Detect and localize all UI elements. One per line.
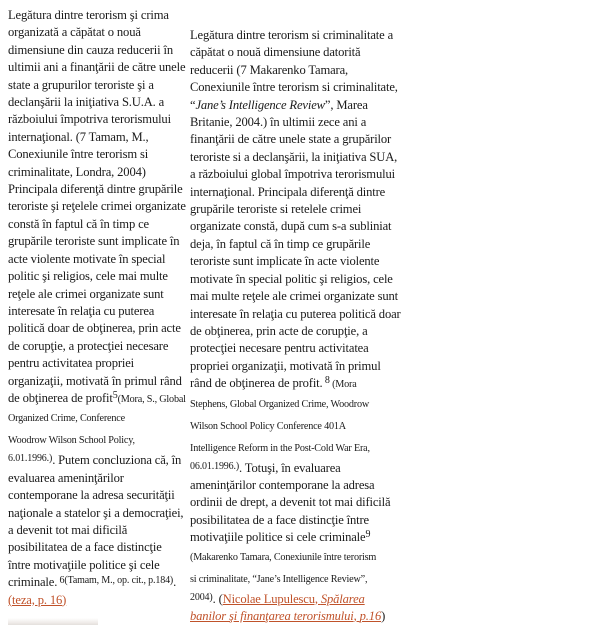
right-para1-text-a: Legătura dintre terorism si criminalitate a căpătat o nouă dimensiune datorită reducerii (7 Makarenko Tamara, Conexiunile între terorism si criminalitate, bbox=[190, 28, 398, 95]
footnote-8-marker: 8 bbox=[322, 375, 333, 387]
footnote-8-end: 06.01.1996.) bbox=[190, 460, 240, 472]
left-column-original-text bbox=[8, 7, 186, 609]
left-paragraph bbox=[8, 7, 186, 609]
close-quote: ” bbox=[324, 97, 331, 112]
source-open-paren: ( bbox=[218, 591, 223, 606]
source-link-sep: , bbox=[353, 608, 360, 623]
footnote-9-end: 2004) bbox=[190, 591, 213, 603]
source-link-teza[interactable]: (teza, p. 16) bbox=[8, 592, 67, 607]
footnote-5-line2: Organized Crime, Conference bbox=[8, 413, 125, 425]
footnote-5-line3: Woodrow Wilson School Policy, bbox=[8, 435, 135, 447]
source-close-paren: ) bbox=[381, 608, 386, 623]
journal-title: Jane’s Intelligence Review bbox=[195, 97, 325, 112]
footnote-6: 6(Tamam, M., op. cit., p.184) bbox=[57, 575, 174, 587]
source-link-title: Spălarea banilor şi finanţarea terorismului bbox=[190, 591, 365, 623]
right-paragraph bbox=[190, 27, 402, 625]
right-para1-text-b: , Marea Britanie, 2004.) în ultimii zece ani a finanţării de către unele state a grupărilor teroriste si a declanşării, la iniţiativa SUA, a războiului global împotriva terorismului internaţional. Principala diferenţă dintre grupările teroriste si retelele crimei organizate constă, după cum s-a subliniat deja, în faptul că în timp ce grupările teroriste sunt implicate în acte violente motivate în special politic şi religios, cele mai multe reţele ale crimei organizate sunt interesate în relaţia cu puterea politică doar de obţinerea, prin acte de corupţie, a protecţiei necesare pentru activitatea propriei organizaţii, motivată în primul rând de obţinerea de profit. bbox=[190, 97, 401, 391]
left-period: . bbox=[173, 575, 177, 590]
source-link-author: Nicolae Lupulescu, bbox=[222, 591, 321, 606]
footnote-5-start: (Mora, S., Global bbox=[117, 393, 186, 405]
footnote-8-line2: Stephens, Global Organized Crime, Woodrow bbox=[190, 398, 370, 410]
right-column-compared-text bbox=[190, 27, 402, 625]
right-period: . bbox=[212, 591, 219, 606]
footnote-8-line3: Wilson School Policy Conference 401A bbox=[190, 420, 346, 432]
footnote-9-line1: (Makarenko Tamara, Conexiunile între terorism bbox=[190, 551, 377, 563]
footnote-8-line4: Intelligence Reform in the Post-Cold War Era, bbox=[190, 442, 370, 454]
footnote-9-marker: 9 bbox=[365, 529, 371, 541]
left-para1-text: Legătura dintre terorism şi crima organizată a căpătat o nouă dimensiune din cauza reducerii în ultimii ani a finanţării de către unele state a grupurilor teroriste şi a declanşării la iniţiativa S.U.A. a războiului împotriva terorismului internaţional. bbox=[8, 8, 186, 144]
open-quote: “ bbox=[190, 97, 196, 112]
cropped-text-fragment bbox=[8, 618, 98, 625]
left-para2-text: Principala diferenţă dintre grupările teroriste şi reţelele crimei organizate constă în faptul că în timp ce grupările teroriste sunt implicate în acte violente motivate în special politic şi religios, cele mai multe reţele ale crimei organizate sunt interesate în relaţia cu puterea politică doar de obţinerea, prin acte de corupţie, a protecţiei necesare pentru activitatea propriei organizaţii, motivată în primul rând de obţinerea de profit bbox=[8, 182, 186, 405]
footnote-8-start: (Mora bbox=[332, 379, 357, 391]
footnote-5-marker: 5 bbox=[112, 389, 118, 401]
footnote-5-end: 6.01.1996.) bbox=[8, 453, 53, 465]
source-link-page: p.16 bbox=[359, 608, 382, 623]
left-para3-text: . Putem concluziona că, în evaluarea ameninţărilor contemporane la adresa securităţii naţionale a statelor şi a democraţiei, a devenit tot mai dificilă posibilitatea de a face distincţie între motivaţiile politice şi cele criminale. bbox=[8, 453, 184, 590]
left-citation-tamam: (7 Tamam, M., Conexiunile între terorism si criminalitate, Londra, 2004) bbox=[8, 129, 149, 179]
right-para2-text: . Totuşi, în evaluarea ameninţărilor contemporane la adresa ordinii de drept, a devenit tot mai dificilă posibilitatea de a face distincţie între motivaţiile politice si cele criminale bbox=[190, 460, 391, 545]
footnote-9-line2: si criminalitate, “Jane’s Intelligence Review”, bbox=[190, 573, 368, 585]
